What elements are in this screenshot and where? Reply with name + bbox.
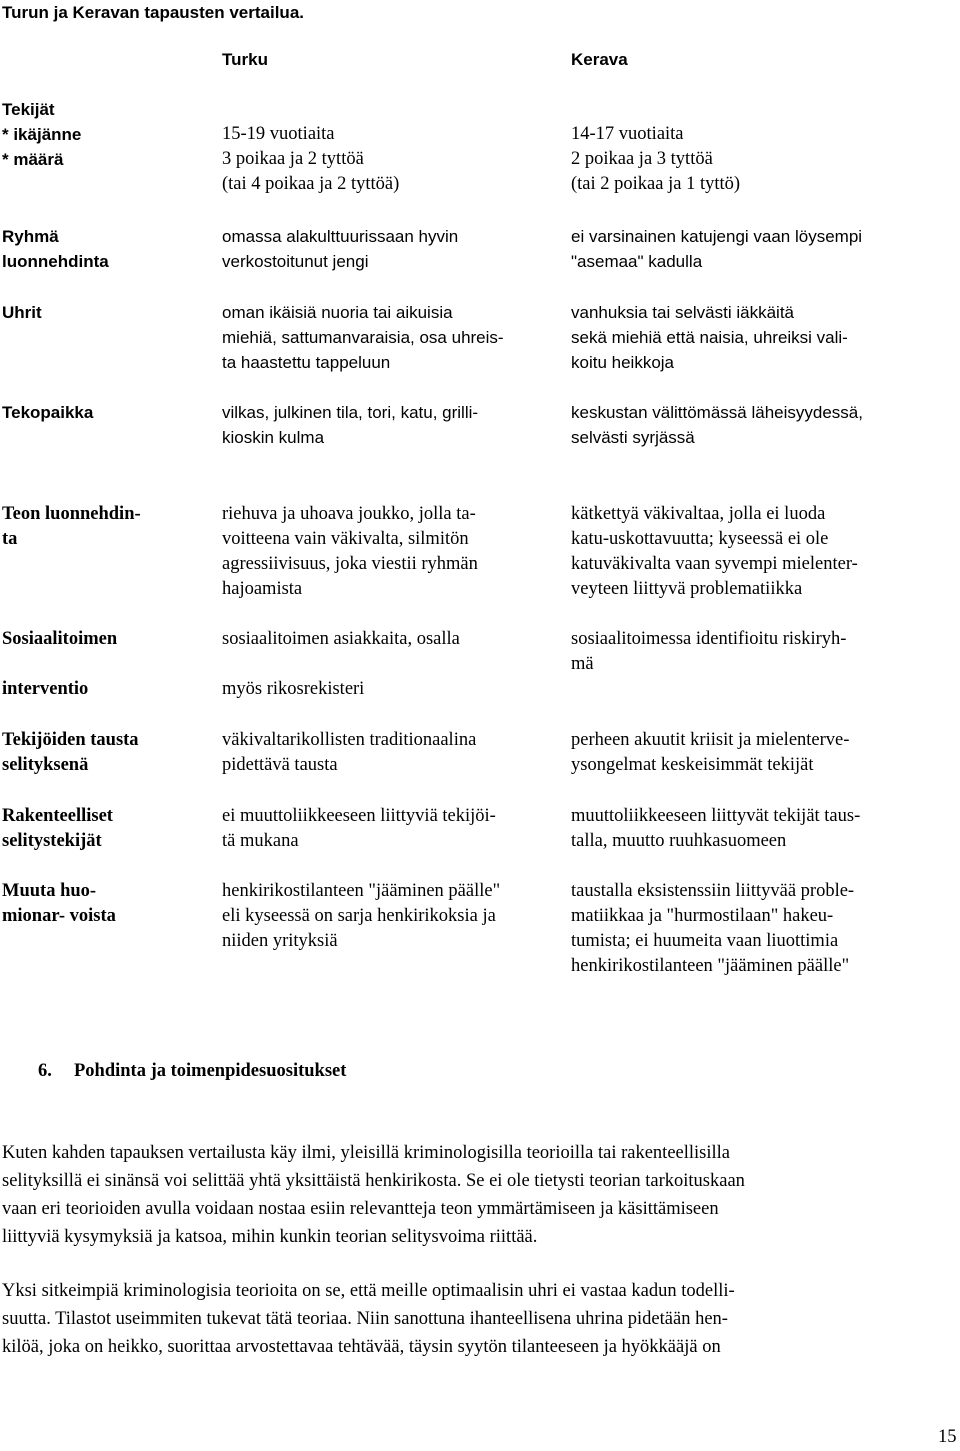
cell-line: keskustan välittömässä läheisyydessä, [571, 403, 863, 422]
paragraph-2 [2, 1277, 958, 1361]
cell-line: sosiaalitoimessa identifioitu riskiryh- [571, 629, 847, 649]
paragraph-line: kilöä, joka on heikko, suorittaa arvostettavaa tehtävää, täysin syytön tilanteeseen ja hyökkääjä on [2, 1337, 721, 1357]
cell-line: vilkas, julkinen tila, tori, katu, grilli- [222, 403, 479, 422]
row-label-line: Ryhmä [2, 227, 59, 246]
cell-line: katuväkivalta vaan syvempi mielenter- [571, 554, 858, 574]
page-number: 15 [938, 1427, 957, 1447]
cell-line: 3 poikaa ja 2 tyttöä [222, 149, 364, 169]
cell-line: pidettävä tausta [222, 755, 338, 775]
kerava-tausta [571, 728, 849, 778]
cell-line: väkivaltarikollisten traditionaalina [222, 730, 477, 750]
cell-line: hajoamista [222, 579, 303, 599]
cell-line: ta haastettu tappeluun [222, 353, 391, 372]
cell-line: ei muuttoliikkeeseen liittyviä tekijöi- [222, 806, 496, 826]
paragraph-1 [2, 1139, 958, 1251]
paragraph-line: vaan eri teorioiden avulla voidaan nostaa esiin relevantteja teon ymmärtämiseen ja käsittämiseen [2, 1199, 719, 1219]
row-label-line: Uhrit [2, 303, 42, 322]
row-label-line: selityksenä [2, 755, 89, 775]
row-label-line: * määrä [2, 150, 64, 169]
turku-uhrit [222, 300, 504, 375]
cell-line: "asemaa" kadulla [571, 252, 703, 271]
row-label-sosiaali-1: Sosiaalitoimen [2, 629, 118, 649]
turku-ryhma [222, 224, 458, 274]
paragraph-line: suutta. Tilastot useimmiten tukevat tätä teoriaa. Niin sanottuna ihanteellisena uhrina pidetään hen- [2, 1309, 728, 1329]
cell-line: miehiä, sattumanvaraisia, osa uhreis- [222, 328, 504, 347]
turku-sosiaali-2: myös rikosrekisteri [222, 679, 365, 699]
row-label-rakenne [2, 804, 113, 854]
cell-line: vanhuksia tai selvästi iäkkäitä [571, 303, 795, 322]
cell-line: niiden yrityksiä [222, 931, 338, 951]
cell-line: sekä miehiä että naisia, uhreiksi vali- [571, 328, 848, 347]
cell-line: mä [571, 654, 594, 674]
kerava-teon [571, 502, 858, 602]
turku-tekijat [222, 122, 399, 197]
row-label-teon [2, 502, 141, 552]
row-label-tekopaikka [2, 400, 93, 425]
paragraph-line: selityksillä ei sinänsä voi selittää yhtä yksittäistä henkirikosta. Se ei ole tietysti teorian tarkoituskaan [2, 1171, 745, 1191]
column-header-kerava: Kerava [571, 50, 628, 69]
cell-line: oman ikäisiä nuoria tai aikuisia [222, 303, 453, 322]
turku-sosiaali-1: sosiaalitoimen asiakkaita, osalla [222, 629, 460, 649]
cell-line: koitu heikkoja [571, 353, 675, 372]
kerava-tekijat [571, 122, 740, 197]
row-label-line: mionar- voista [2, 906, 116, 926]
cell-line: tä mukana [222, 831, 299, 851]
cell-line: (tai 4 poikaa ja 2 tyttöä) [222, 174, 400, 194]
cell-line: 14-17 vuotiaita [571, 124, 684, 144]
turku-rakenne [222, 804, 496, 854]
cell-line: selvästi syrjässä [571, 428, 695, 447]
row-label-line: Rakenteelliset [2, 806, 113, 826]
kerava-muuta [571, 879, 854, 979]
row-label-line: luonnehdinta [2, 252, 109, 271]
row-label-line: Tekopaikka [2, 403, 94, 422]
row-label-sosiaali-2: interventio [2, 679, 89, 699]
row-label-line: Muuta huo- [2, 881, 97, 901]
cell-line: kioskin kulma [222, 428, 325, 447]
kerava-rakenne [571, 804, 860, 854]
row-label-line: * ikäjänne [2, 125, 82, 144]
section-number: 6. [38, 1061, 52, 1081]
cell-line: muuttoliikkeeseen liittyvät tekijät taus- [571, 806, 861, 826]
cell-line: eli kyseessä on sarja henkirikoksia ja [222, 906, 496, 926]
column-header-turku: Turku [222, 50, 268, 69]
cell-line: talla, muutto ruuhkasuomeen [571, 831, 787, 851]
cell-line: henkirikostilanteen "jääminen päälle" [222, 881, 501, 901]
kerava-tekopaikka [571, 400, 863, 450]
row-label-line: ta [2, 529, 18, 549]
row-label-tausta [2, 728, 139, 778]
cell-line: riehuva ja uhoava joukko, jolla ta- [222, 504, 476, 524]
row-label-uhrit [2, 300, 42, 325]
cell-line: tumista; ei huumeita vaan liuottimia [571, 931, 839, 951]
cell-line: katu-uskottavuutta; kyseessä ei ole [571, 529, 829, 549]
cell-line: kätkettyä väkivaltaa, jolla ei luoda [571, 504, 826, 524]
cell-line: (tai 2 poikaa ja 1 tyttö) [571, 174, 741, 194]
turku-muuta [222, 879, 500, 954]
page-heading: Turun ja Keravan tapausten vertailua. [2, 3, 304, 22]
row-label-tekijat [2, 97, 81, 172]
section-title: Pohdinta ja toimenpidesuositukset [74, 1061, 347, 1081]
cell-line: omassa alakulttuurissaan hyvin [222, 227, 459, 246]
turku-teon [222, 502, 478, 602]
cell-line: agressiivisuus, joka viestii ryhmän [222, 554, 478, 574]
cell-line: ei varsinainen katujengi vaan löysempi [571, 227, 863, 246]
cell-line: 15-19 vuotiaita [222, 124, 335, 144]
row-label-line: Tekijät [2, 100, 55, 119]
row-label-line: Teon luonnehdin- [2, 504, 141, 524]
cell-line: verkostoitunut jengi [222, 252, 369, 271]
kerava-ryhma [571, 224, 862, 274]
kerava-uhrit [571, 300, 848, 375]
turku-tekopaikka [222, 400, 478, 450]
cell-line: ysongelmat keskeisimmät tekijät [571, 755, 814, 775]
cell-line: taustalla eksistenssiin liittyvää proble- [571, 881, 855, 901]
cell-line: henkirikostilanteen "jääminen päälle" [571, 956, 850, 976]
row-label-line: Tekijöiden tausta [2, 730, 139, 750]
cell-line: 2 poikaa ja 3 tyttöä [571, 149, 713, 169]
paragraph-line: liittyviä kysymyksiä ja katsoa, mihin kunkin teorian selitysvoima riittää. [2, 1227, 538, 1247]
cell-line: perheen akuutit kriisit ja mielenterve- [571, 730, 850, 750]
turku-tausta [222, 728, 476, 778]
cell-line: veyteen liittyvä problematiikka [571, 579, 803, 599]
cell-line: matiikkaa ja "hurmostilaan" hakeu- [571, 906, 834, 926]
cell-line: voitteena vain väkivalta, silmitön [222, 529, 469, 549]
row-label-ryhma [2, 224, 109, 274]
kerava-sosiaali [571, 627, 846, 677]
paragraph-line: Kuten kahden tapauksen vertailusta käy ilmi, yleisillä kriminologisilla teorioilla tai rakenteellisilla [2, 1143, 730, 1163]
row-label-line: selitystekijät [2, 831, 102, 851]
paragraph-line: Yksi sitkeimpiä kriminologisia teorioita on se, että meille optimaalisin uhri ei vastaa kadun todelli- [2, 1281, 735, 1301]
row-label-muuta [2, 879, 116, 929]
